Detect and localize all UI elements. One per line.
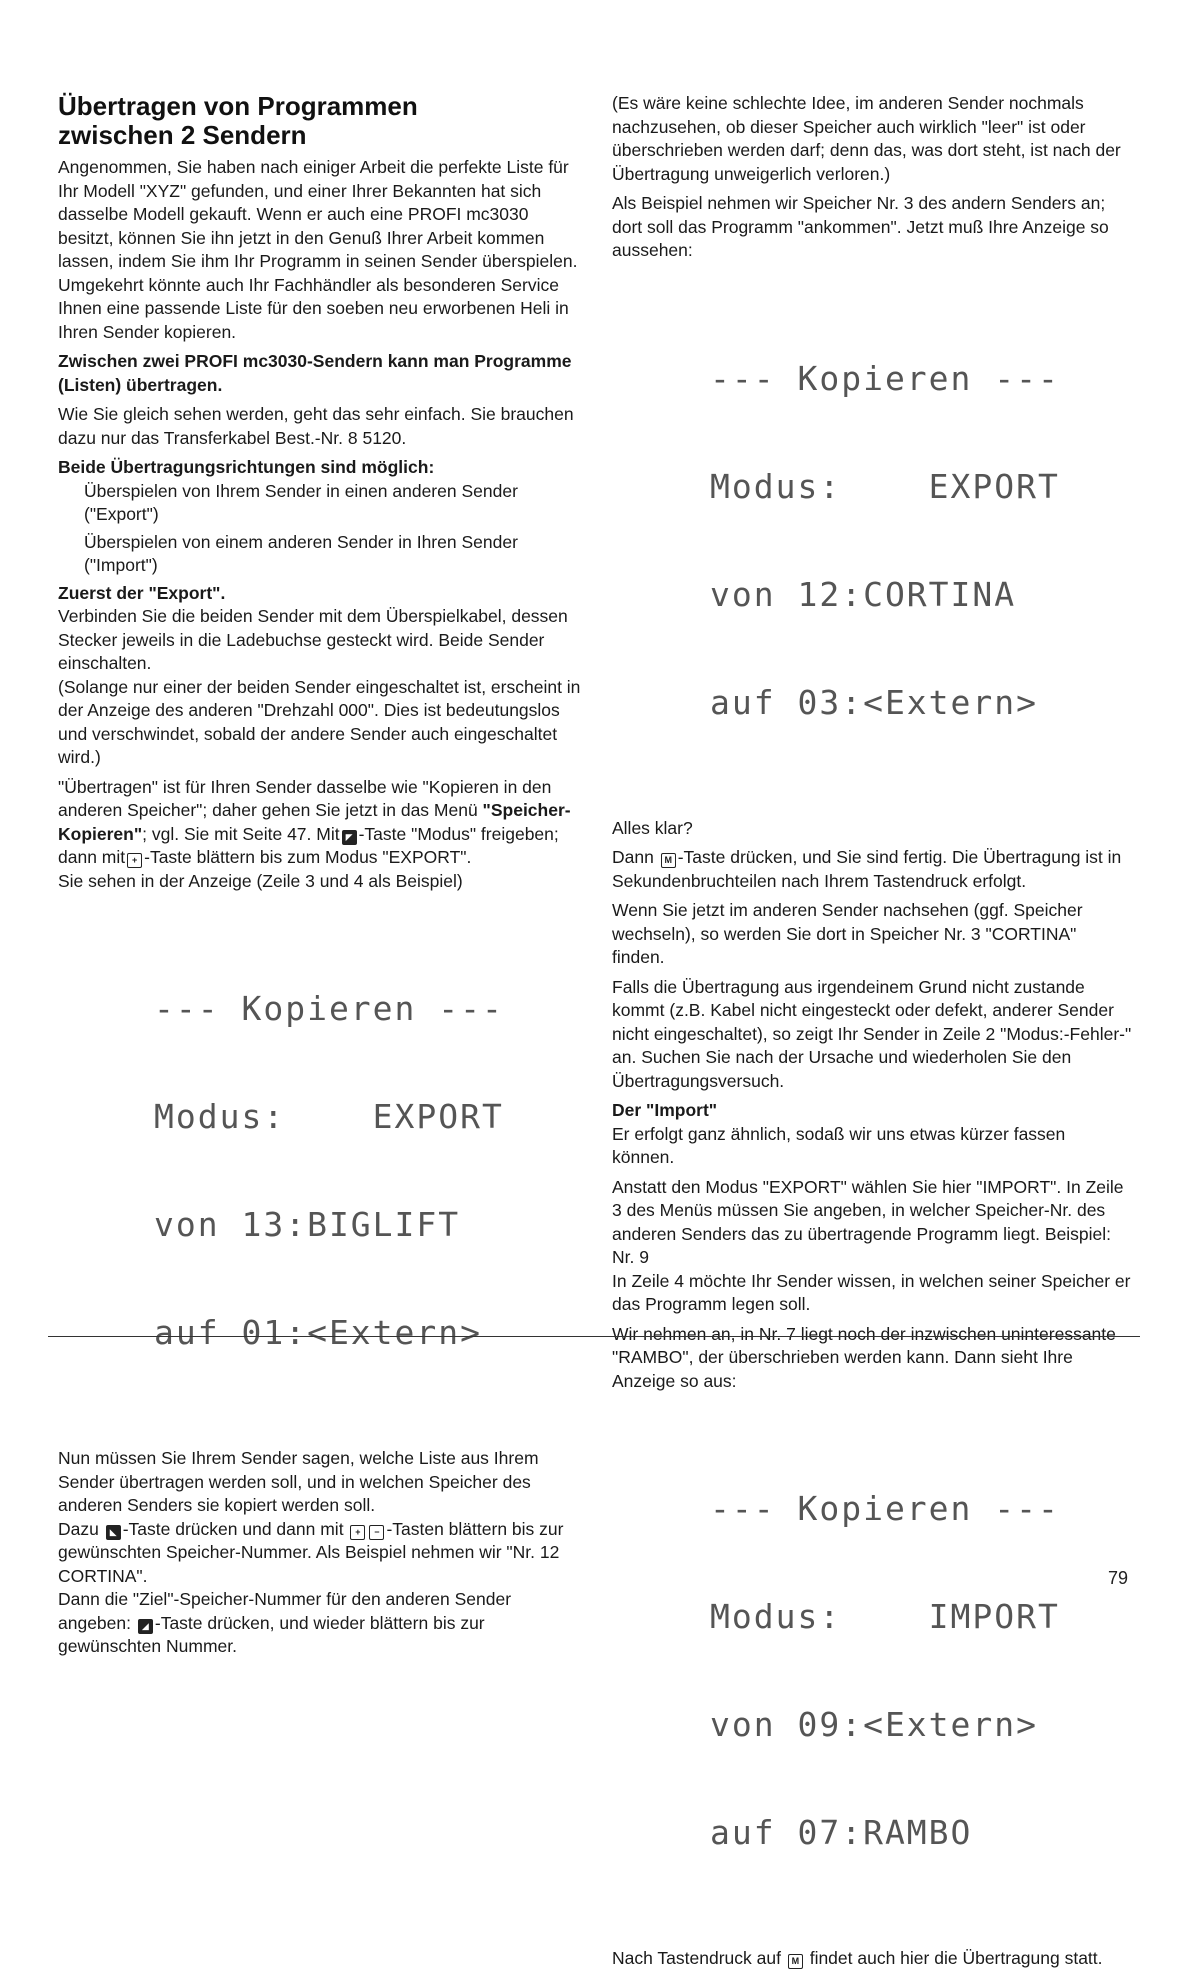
lcd-line-1: --- Kopieren --- xyxy=(710,1489,1060,1528)
plus-key-icon: + xyxy=(127,853,142,868)
lcd-line-2: Modus: EXPORT xyxy=(710,466,1060,506)
left-column xyxy=(58,92,585,1665)
menu-text-2: ; vgl. Sie mit Seite 47. Mit xyxy=(142,823,340,844)
note-paragraph: (Solange nur einer der beiden Sender eingeschaltet ist, erscheint in der Anzeige des anderen "Drehzahl 000". Dies ist bedeutungslos und verschwindet, sobald der andere Sender auch eingeschaltet wird.) xyxy=(58,676,581,767)
all-clear-text: Alles klar? xyxy=(612,817,693,838)
confirm-text-1: Dann xyxy=(612,847,654,867)
rambo-paragraph: Wir nehmen an, in Nr. 7 liegt noch der inzwischen uninteressante "RAMBO", der überschrieben werden kann. Dann sieht Ihre Anzeige so aus: xyxy=(612,1323,1116,1391)
lcd-display-import xyxy=(612,1419,1132,1923)
lcd-line-3: von 09:<Extern> xyxy=(710,1705,1039,1744)
lcd-line-4: auf 01:<Extern> xyxy=(154,1313,483,1352)
arrow-key-icon-2: ◣ xyxy=(106,1525,121,1540)
lcd-line-2: Modus: IMPORT xyxy=(710,1597,1060,1636)
display-intro: Sie sehen in der Anzeige (Zeile 3 und 4 als Beispiel) xyxy=(58,870,463,891)
lcd-line-3: von 13:BIGLIFT xyxy=(154,1205,483,1244)
example-paragraph: Als Beispiel nehmen wir Speicher Nr. 3 des andern Senders an; dort soll das Programm "ankommen". Jetzt muß Ihre Anzeige so aussehen: xyxy=(612,193,1109,260)
directions-heading: Beide Übertragungsrichtungen sind möglich: xyxy=(58,457,435,477)
menu-text-3: -Taste "Modus" freigeben; dann mit xyxy=(58,823,559,867)
cable-paragraph: Wie Sie gleich sehen werden, geht das sehr einfach. Sie brauchen dazu nur das Transferkabel Best.-Nr. 8 5120. xyxy=(58,404,574,448)
import-intro: Er erfolgt ganz ähnlich, sodaß wir uns etwas kürzer fassen können. xyxy=(612,1123,1066,1167)
select-number-paragraph xyxy=(58,1518,585,1589)
select-list-paragraph: Nun müssen Sie Ihrem Sender sagen, welche Liste aus Ihrem Sender übertragen werden soll, und in welchen Speicher des anderen Senders sie kopiert werden soll. xyxy=(58,1448,539,1515)
target-text-2: -Taste drücken, und wieder blättern bis zur gewünschten Nummer. xyxy=(58,1612,485,1656)
footer-divider xyxy=(48,1336,1140,1337)
export-heading: Zuerst der "Export". xyxy=(58,582,226,603)
verify-paragraph: Wenn Sie jetzt im anderen Sender nachsehen (ggf. Speicher wechseln), so werden Sie dort in Speicher Nr. 3 "CORTINA" finden. xyxy=(612,900,1083,967)
lcd-line-4: auf 07:RAMBO xyxy=(710,1813,1039,1852)
final-text-1: Nach Tastendruck auf xyxy=(612,1948,781,1968)
check-paragraph: (Es wäre keine schlechte Idee, im anderen Sender nochmals nachzusehen, ob dieser Speicher auch wirklich "leer" ist oder überschrieben werden darf; denn das, was dort steht, ist nach der Übertragung unweigerlich verloren.) xyxy=(612,93,1121,184)
plus-key-icon-2: + xyxy=(350,1525,365,1540)
lcd-line-2: Modus: EXPORT xyxy=(154,1097,504,1136)
menu-paragraph xyxy=(58,776,585,870)
arrow-key-icon: ◤ xyxy=(342,830,357,845)
lcd-line-1: --- Kopieren --- xyxy=(710,358,1060,398)
menu-text-1: "Übertragen" ist für Ihren Sender dasselbe wie "Kopieren in den anderen Speicher"; daher gehen Sie jetzt in das Menü xyxy=(58,776,552,820)
connect-paragraph: Verbinden Sie die beiden Sender mit dem Überspielkabel, dessen Stecker jeweils in die Ladebuchse gesteckt wird. Beide Sender einschalten. xyxy=(58,606,568,673)
menu-text-4: -Taste blättern bis zum Modus "EXPORT". xyxy=(144,847,472,867)
lcd-line-1: --- Kopieren --- xyxy=(154,989,504,1028)
lcd-line-3: von 12:CORTINA xyxy=(710,574,1039,614)
error-paragraph: Falls die Übertragung aus irgendeinem Grund nicht zustande kommt (z.B. Kabel nicht eingesteckt oder defekt, anderer Sender nicht eingeschaltet), so zeigt Ihr Sender in Zeile 2 "Modus:-Fehler-" an. Suchen Sie nach der Ursache und wiederholen Sie den Übertragungsversuch. xyxy=(612,976,1132,1091)
right-column xyxy=(612,92,1132,1977)
direction-export: Überspielen von Ihrem Sender in einen anderen Sender ("Export") xyxy=(84,480,518,524)
final-text-2: findet auch hier die Übertragung statt. xyxy=(809,1948,1103,1968)
intro-paragraph: Angenommen, Sie haben nach einiger Arbeit die perfekte Liste für Ihr Modell "XYZ" gefunden, und einer Ihrer Bekannten hat sich dasselbe Modell gekauft. Wenn er auch eine PROFI mc3030 besitzt, können Sie ihn jetzt in den Genuß Ihrer Arbeit kommen lassen, indem Sie ihm Ihr Programm in seinen Sender überspielen. Umgekehrt könnte auch Ihr Fachhändler als besonderen Service Ihnen eine passende Liste für den soeben neu erworbenen Heli in Ihren Sender kopieren. xyxy=(58,157,578,342)
import-line4-paragraph: In Zeile 4 möchte Ihr Sender wissen, in welchen seiner Speicher er das Programm legen soll. xyxy=(612,1270,1131,1314)
final-paragraph xyxy=(612,1947,1132,1971)
confirm-text-2: -Taste drücken, und Sie sind fertig. Die Übertragung ist in Sekundenbruchteilen nach Ihrem Tastendruck erfolgt. xyxy=(612,847,1122,891)
direction-import: Überspielen von einem anderen Sender in Ihren Sender ("Import") xyxy=(84,531,518,575)
menu-name: "Speicher-Kopieren" xyxy=(58,800,571,844)
select-text-3: -Tasten blättern bis zur gewünschten Speicher-Nummer. Als Beispiel nehmen wir "Nr. 12 CORTINA". xyxy=(58,1518,564,1586)
import-heading: Der "Import" xyxy=(612,1100,718,1120)
lcd-line-4: auf 03:<Extern> xyxy=(710,682,1039,722)
confirm-paragraph xyxy=(612,846,1132,893)
arrow-key-icon-3: ◢ xyxy=(138,1619,153,1634)
target-text-1: Dann die "Ziel"-Speicher-Nummer für den anderen Sender angeben: xyxy=(58,1589,512,1633)
page-number: 79 xyxy=(1108,1568,1129,1588)
import-mode-paragraph: Anstatt den Modus "EXPORT" wählen Sie hier "IMPORT". In Zeile 3 des Menüs müssen Sie angeben, in welcher Speicher-Nr. des anderen Senders das zu übertragende Programm liegt. Beispiel: Nr. 9 xyxy=(612,1176,1124,1267)
select-text-2: -Taste drücken und dann mit xyxy=(122,1518,344,1539)
bold-statement: Zwischen zwei PROFI mc3030-Sendern kann man Programme (Listen) übertragen. xyxy=(58,351,572,395)
target-paragraph xyxy=(58,1588,585,1659)
lcd-display-export-2 xyxy=(612,289,1132,793)
select-text-1: Dazu xyxy=(58,1518,99,1539)
minus-key-icon: − xyxy=(369,1525,384,1540)
m-key-icon-2: M xyxy=(788,1954,803,1969)
section-title: Übertragen von Programmen zwischen 2 Sendern xyxy=(58,91,418,150)
lcd-display-export-1 xyxy=(58,919,585,1423)
m-key-icon: M xyxy=(661,853,676,868)
